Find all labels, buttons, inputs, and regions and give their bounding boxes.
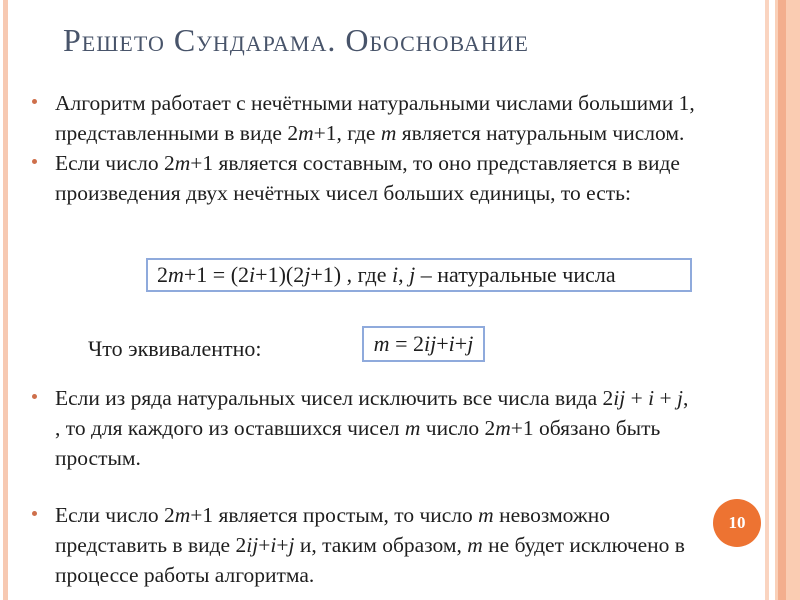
page-number: 10 (728, 513, 746, 532)
equivalence-label: Что эквивалентно: (88, 336, 262, 361)
bullet-text (55, 383, 760, 473)
page-number-badge (713, 499, 761, 547)
bullet-3-line-1: Если из ряда натуральных чисел исключить все числа вида 2ij + i + j, (55, 386, 689, 410)
bullet-3-line-2: , то для каждого из оставшихся чисел m число 2m+1 обязано быть (55, 416, 661, 440)
bullet-2-line-1: Если число 2m+1 является составным, то оно представляется в виде (55, 151, 680, 175)
bullet-dot-icon (32, 99, 37, 104)
left-edge-stripe (3, 0, 8, 600)
bullet-1-line-1: Алгоритм работает с нечётными натуральными числами большими 1, (55, 91, 695, 115)
bullet-item-1 (30, 88, 760, 148)
bullet-3-line-3: простым. (55, 446, 141, 470)
bullet-dot-icon (32, 511, 37, 516)
bullet-4-line-2: представить в виде 2ij+i+j и, таким образом, m не будет исключено в (55, 533, 685, 557)
bullet-4-line-1: Если число 2m+1 является простым, то число m невозможно (55, 503, 611, 527)
bullet-text (55, 88, 760, 148)
bullet-dot-icon (32, 159, 37, 164)
bullet-text (55, 500, 760, 590)
bullet-2-line-2: произведения двух нечётных чисел больших единицы, то есть: (55, 181, 631, 205)
bullet-4-line-3: процессе работы алгоритма. (55, 563, 315, 587)
main-formula-box: 2m+1 = (2i+1)(2j+1) , где i, j – натуральные числа (146, 258, 692, 292)
equivalent-formula-box: m = 2ij+i+j (362, 326, 485, 362)
right-edge-band (775, 0, 800, 600)
bullet-item-2 (30, 148, 760, 208)
slide-title: Решето Сундарама. Обоснование (63, 22, 529, 58)
right-edge-thin-stripe (765, 0, 769, 600)
bullet-item-4 (30, 500, 760, 590)
bullet-1-line-2: представленными в виде 2m+1, где m является натуральным числом. (55, 121, 685, 145)
bullet-text (55, 148, 760, 208)
bullet-item-3 (30, 383, 760, 473)
bullet-dot-icon (32, 394, 37, 399)
